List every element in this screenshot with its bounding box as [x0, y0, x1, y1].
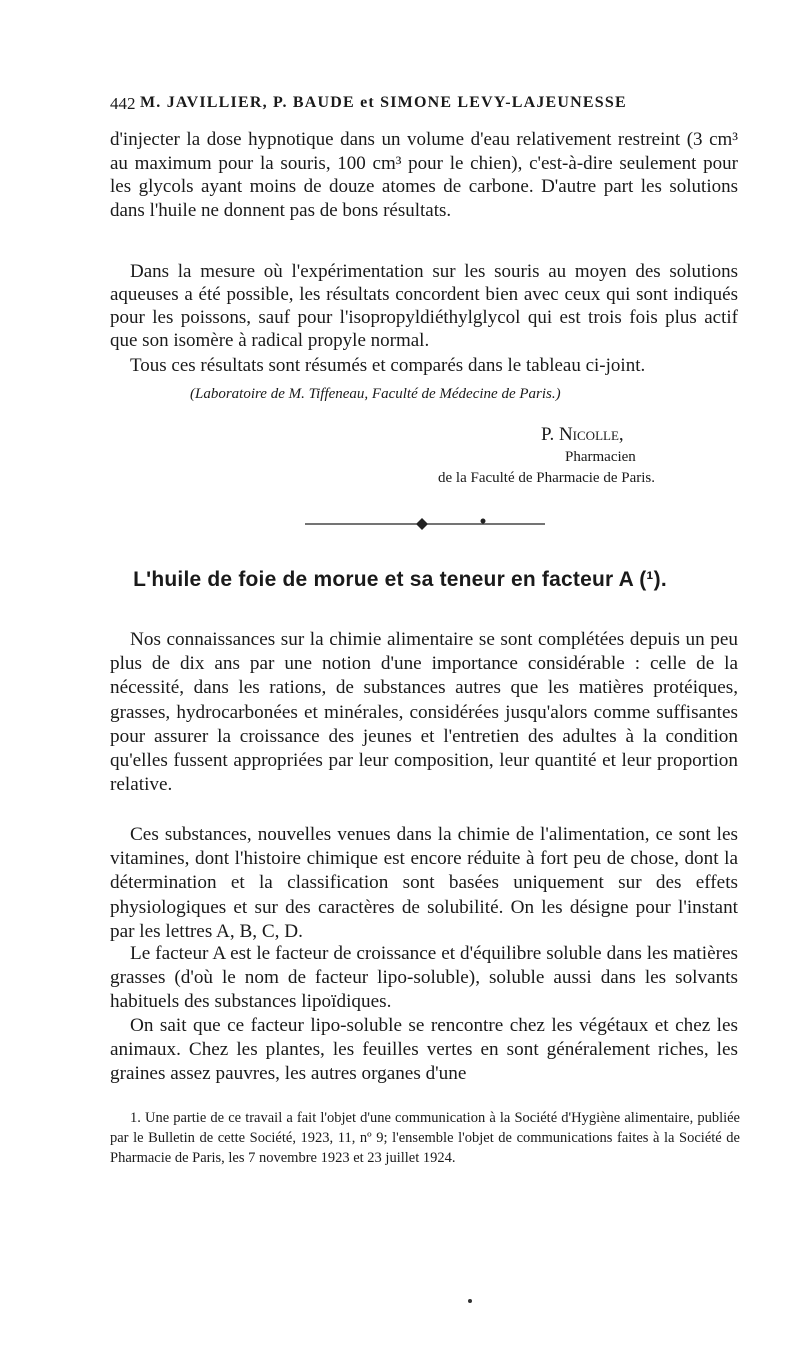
continued-paragraph-3 — [110, 354, 738, 377]
paragraph-text: On sait que ce facteur lipo-soluble se rencontre chez les végétaux et chez les animaux. Chez les plantes, les feuilles vertes en sont généralement riches, les graines assez pauvres, les autres organes d'une — [110, 1015, 738, 1085]
signature-title: Pharmacien — [565, 449, 636, 465]
paragraph-text: Nos connaissances sur la chimie alimentaire se sont complétées depuis un peu plus de dix ans par une notion d'une importance considérable : celle de la nécessité, dans les rations, de substances autres que les matières protéiques, grasses, hydrocarbonées et minérales, considérées jusqu'alors comme suffisantes pour assurer la croissance des jeunes et l'entretien des adultes à la condition qu'elles fussent appropriées par leur composition, leur quantité et leur proportion relative. — [110, 629, 738, 796]
page-header — [110, 94, 740, 124]
page-speck — [468, 1299, 472, 1303]
article-paragraph-4 — [110, 1014, 738, 1087]
continued-paragraph-2 — [110, 260, 738, 352]
article-paragraph-3 — [110, 942, 738, 1015]
running-head: M. JAVILLIER, P. BAUDE et SIMONE LEVY-LAJEUNESSE — [140, 94, 627, 111]
page-number: 442 — [110, 94, 136, 113]
footnote-marker: (¹). — [639, 568, 667, 591]
footnote-text: 1. Une partie de ce travail a fait l'objet d'une communication à la Société d'Hygiène alimentaire, publiée par le Bulletin de cette Société, 1923, 11, nº 9; l'ensemble l'objet de communications faites à la Société de Pharmacie de Paris, les 7 novembre 1923 et 23 juillet 1924. — [110, 1110, 740, 1166]
signature-name: P. Nicolle, — [541, 424, 624, 445]
footnote — [110, 1108, 740, 1168]
article-paragraph-1 — [110, 628, 738, 797]
paragraph-text: Dans la mesure où l'expérimentation sur les souris au moyen des solutions aqueuses a été possible, les résultats concordent bien avec ceux qui sont indiqués pour les poissons, sauf pour l'isopropyldiéthylglycol qui est trois fois plus actif que son isomère à radical propyle normal. — [110, 261, 738, 351]
paragraph-text: Le facteur A est le facteur de croissance et d'équilibre soluble dans les matières grasses (d'où le nom de facteur lipo-soluble), soluble aussi dans les solvants habituels des substances lipoïdiques. — [110, 943, 738, 1013]
article-title-text: L'huile de foie de morue et sa teneur en facteur A — [133, 568, 634, 591]
article-paragraph-2 — [110, 823, 738, 944]
section-divider — [305, 516, 545, 532]
paragraph-text: Tous ces résultats sont résumés et comparés dans le tableau ci-joint. — [130, 355, 646, 376]
continued-paragraph-1 — [110, 128, 738, 222]
paragraph-text: Ces substances, nouvelles venues dans la chimie de l'alimentation, ce sont les vitamines, dont l'histoire chimique est encore réduite à fort peu de chose, dont la détermination et la classification sont basées uniquement sur des effets physiologiques et sur des caractères de solubilité. On les désigne pour l'instant par les lettres A, B, C, D. — [110, 824, 738, 942]
laboratory-affiliation: (Laboratoire de M. Tiffeneau, Faculté de Médecine de Paris.) — [190, 386, 561, 402]
article-title — [0, 568, 800, 592]
signature-organization: de la Faculté de Pharmacie de Paris. — [438, 470, 656, 486]
paragraph-text: d'injecter la dose hypnotique dans un volume d'eau relativement restreint (3 cm³ au maximum pour la souris, 100 cm³ pour le chien), c'est-à-dire seulement pour les glycols ayant moins de douze atomes de carbone. D'autre part les solutions dans l'huile ne donnent pas de bons résultats. — [110, 129, 738, 221]
